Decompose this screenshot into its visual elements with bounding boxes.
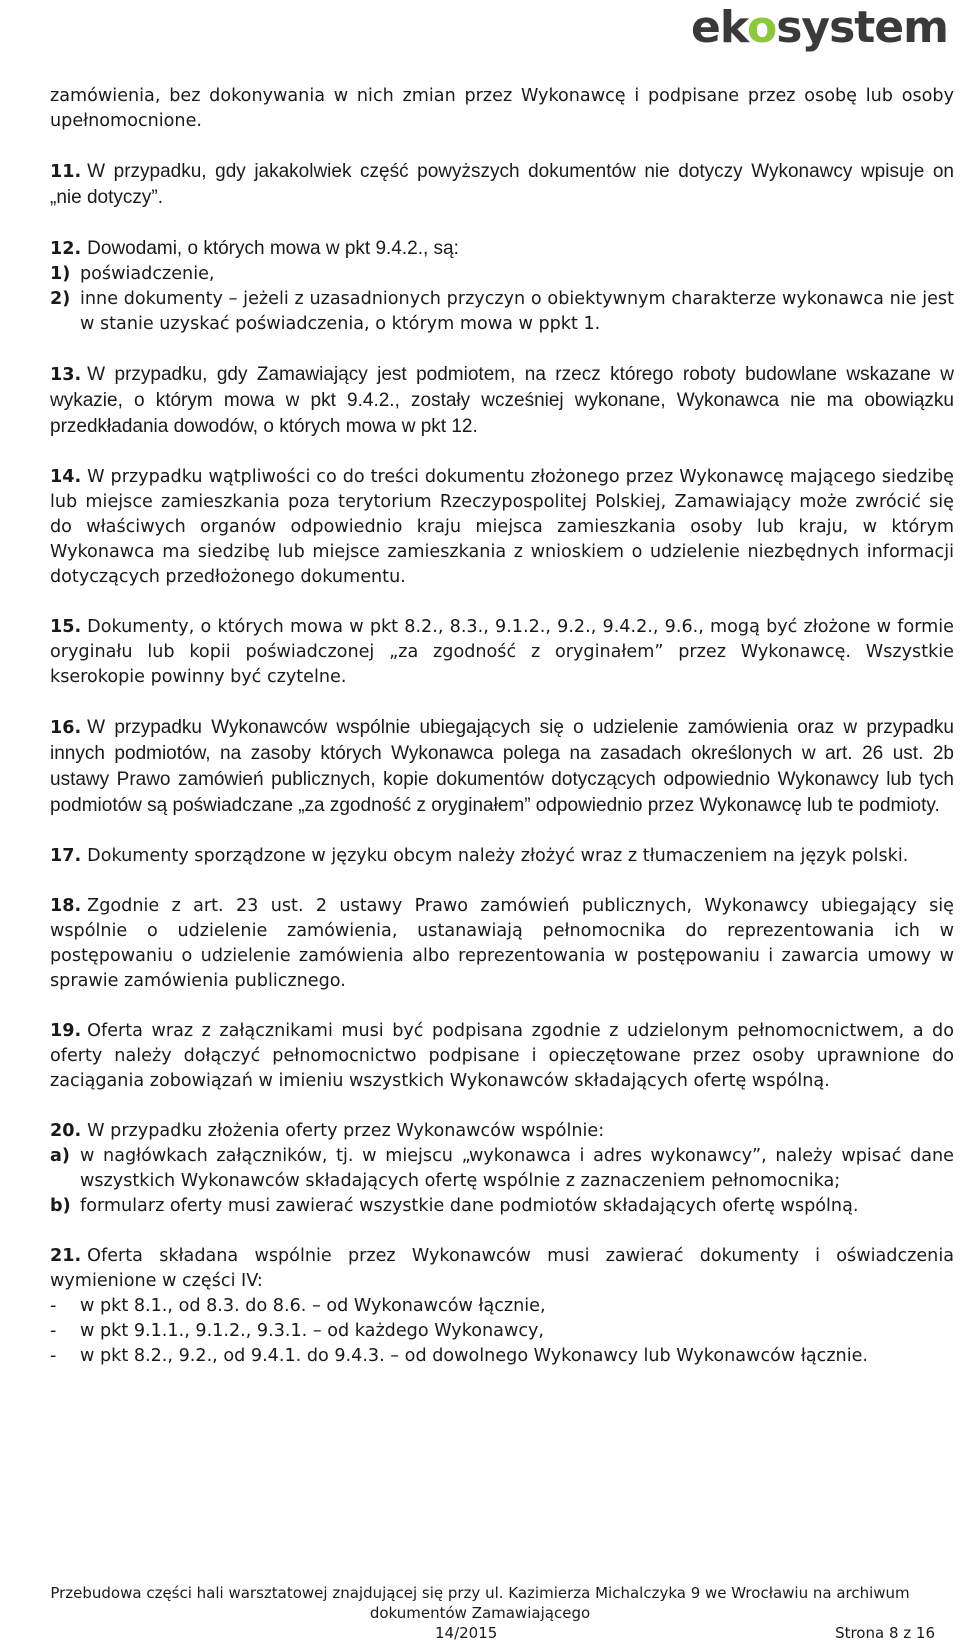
section-number: 12. [50,239,82,259]
footer-reference: 14/2015 [435,1624,498,1642]
section-text: W przypadku złożenia oferty przez Wykonawców wspólnie: [87,1121,605,1141]
footer-page-number: Strona 8 z 16 [835,1624,935,1642]
sub-item [50,1144,954,1194]
logo-text-ek: ek [691,2,747,53]
logo-text-o: o [746,2,777,53]
section-text: Dowodami, o których mowa w pkt 9.4.2., są: [87,238,459,259]
section-number: 13. [50,365,82,385]
page-footer [25,1583,935,1645]
dash-item-label: - [50,1296,57,1316]
dash-item-text: w pkt 8.1., od 8.3. do 8.6. – od Wykonawców łącznie, [80,1296,546,1316]
section-15 [50,615,954,690]
dash-item-text: w pkt 8.2., 9.2., od 9.4.1. do 9.4.3. – od dowolnego Wykonawcy lub Wykonawców łącznie. [80,1346,869,1366]
section-number: 17. [50,846,82,866]
sub-item-text: inne dokumenty – jeżeli z uzasadnionych przyczyn o obiektywnym charakterze wykonawca nie jest w stanie uzyskać poświadczenia, o którym mowa w ppkt 1. [80,289,954,334]
section-19 [50,1019,954,1094]
sub-item-label: b) [50,1196,71,1216]
section-text: Oferta składana wspólnie przez Wykonawców musi zawierać dokumenty i oświadczenia wymienione w części IV: [50,1246,954,1291]
sub-item-text: w nagłówkach załączników, tj. w miejscu „wykonawca i adres wykonawcy”, należy wpisać dane wszystkich Wykonawców składających ofertę wspólnie z zaznaczeniem pełnomocnika; [80,1146,954,1191]
section-20 [50,1119,954,1219]
section-14 [50,465,954,590]
section-13 [50,362,954,440]
section-text: Dokumenty, o których mowa w pkt 8.2., 8.3., 9.1.2., 9.2., 9.4.2., 9.6., mogą być złożone w formie oryginału lub kopii poświadczonej „za zgodność z oryginałem” przez Wykonawcę. Wszystkie kserokopie powinny być czytelne. [50,617,954,687]
sub-item-text: formularz oferty musi zawierać wszystkie dane podmiotów składających ofertę wspólną. [80,1196,859,1216]
intro-paragraph: zamówienia, bez dokonywania w nich zmian przez Wykonawcę i podpisane przez osobę lub osoby upełnomocnione. [50,86,954,131]
section-number: 11. [50,162,82,182]
section-number: 15. [50,617,82,637]
dash-item-label: - [50,1346,57,1366]
sub-item-label: 1) [50,264,71,284]
section-number: 18. [50,896,82,916]
section-16 [50,715,954,819]
section-17 [50,844,954,869]
section-text: Dokumenty sporządzone w języku obcym należy złożyć wraz z tłumaczeniem na język polski. [87,846,909,866]
section-11 [50,159,954,211]
section-text: W przypadku wątpliwości co do treści dokumentu złożonego przez Wykonawcę mającego siedzibę lub miejsce zamieszkania poza terytorium Rzeczypospolitej Polskiej, Zamawiający może zwrócić się do właściwych organów odpowiednio kraju miejsca zamieszkania osoby lub kraju, w którym Wykonawca ma siedzibę lub miejsce zamieszkania z wnioskiem o udzielenie niezbędnych informacji dotyczących przedłożonego dokumentu. [50,467,954,587]
section-21 [50,1244,954,1369]
sub-item-label: a) [50,1146,70,1166]
dash-item-label: - [50,1321,57,1341]
logo-text-system: system [776,2,948,53]
dash-item [50,1294,954,1319]
section-number: 20. [50,1121,82,1141]
sub-item-label: 2) [50,289,71,309]
section-number: 21. [50,1246,82,1266]
section-number: 19. [50,1021,82,1041]
section-text: Zgodnie z art. 23 ust. 2 ustawy Prawo zamówień publicznych, Wykonawcy ubiegający się wspólnie o udzielenie zamówienia, ustanawiają pełnomocnika do reprezentowania ich w postępowaniu o udzielenie zamówienia albo reprezentowania w postępowaniu i zawarcia umowy w sprawie zamówienia publicznego. [50,896,954,991]
dash-item [50,1319,954,1344]
section-text: W przypadku Wykonawców wspólnie ubiegających się o udzielenie zamówienia oraz w przypadku innych podmiotów, na zasoby których Wykonawca polega na zasadach określonych w art. 26 ust. 2b ustawy Prawo zamówień publicznych, kopie dokumentów dotyczących odpowiednio Wykonawcy lub tych podmiotów są poświadczane „za zgodność z oryginałem” odpowiednio przez Wykonawcę lub te podmioty. [50,717,954,816]
section-text: Oferta wraz z załącznikami musi być podpisana zgodnie z udzielonym pełnomocnictwem, a do oferty należy dołączyć pełnomocnictwo podpisane i opieczętowane przez osoby uprawnione do zaciągania zobowiązań w imieniu wszystkich Wykonawców składających ofertę wspólną. [50,1021,954,1091]
footer-title-line2: dokumentów Zamawiającego [369,1604,591,1622]
sub-item [50,1194,954,1219]
document-body [50,84,954,1369]
dash-item-text: w pkt 9.1.1., 9.1.2., 9.3.1. – od każdego Wykonawcy, [80,1321,545,1341]
sub-item [50,287,954,337]
section-number: 16. [50,718,82,738]
section-text: W przypadku, gdy jakakolwiek część powyższych dokumentów nie dotyczy Wykonawcy wpisuje on „nie dotyczy”. [50,161,954,208]
sub-item [50,262,954,287]
sub-item-text: poświadczenie, [80,264,215,284]
footer-title-line1: Przebudowa części hali warsztatowej znajdującej się przy ul. Kazimierza Michalczyka 9 we Wrocławiu na archiwum [50,1584,910,1602]
section-18 [50,894,954,994]
dash-item [50,1344,954,1369]
section-number: 14. [50,467,82,487]
section-12 [50,236,954,337]
footer-meta-row [25,1623,935,1645]
section-text: W przypadku, gdy Zamawiający jest podmiotem, na rzecz którego roboty budowlane wskazane w wykazie, o którym mowa w pkt 9.4.2., zostały wcześniej wykonane, Wykonawca nie ma obowiązku przedkładania dowodów, o których mowa w pkt 12. [50,364,954,437]
ekosystem-logo [691,0,948,56]
